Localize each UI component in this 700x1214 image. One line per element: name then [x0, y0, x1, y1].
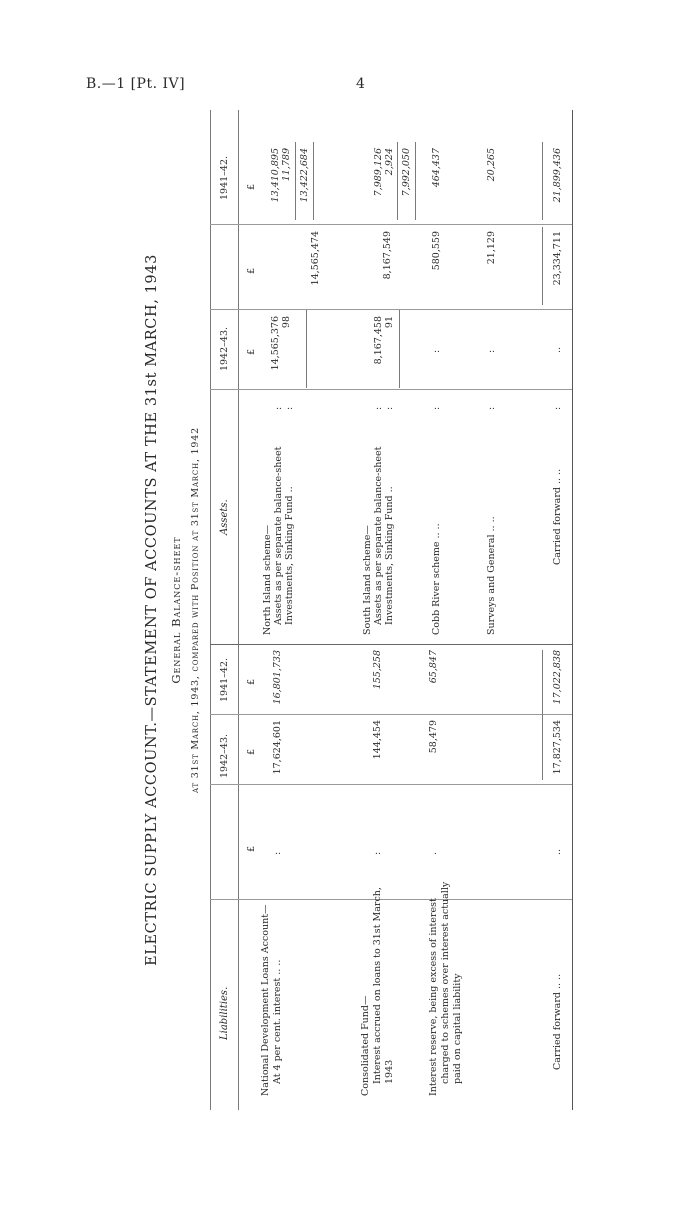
- currency-symbol: £: [246, 267, 257, 274]
- currency-symbol: £: [246, 748, 257, 755]
- liability-line: Interest reserve, being excess of interest: [428, 898, 439, 1096]
- asset-sub-dots: ..: [552, 346, 563, 353]
- liability-total: 17,827,534: [552, 720, 563, 775]
- liability-carried-forward: Carried forward .. ..: [552, 973, 563, 1070]
- asset-line: Cobb River scheme .. ..: [431, 523, 442, 635]
- col-rule: [210, 714, 572, 715]
- liability-amount: 17,624,601: [272, 720, 283, 775]
- total-rule: [542, 650, 543, 780]
- assets-header: Assets.: [219, 499, 230, 535]
- titles: [140, 110, 206, 1110]
- currency-symbol: £: [246, 678, 257, 685]
- asset-dots: :: [273, 406, 284, 410]
- asset-dots: :: [373, 406, 384, 410]
- date-line: at 31st March, 1943, compared with Position at 31st March, 1942: [190, 427, 201, 793]
- rule-bottom: [572, 110, 573, 1110]
- liability-line: paid on capital liability: [452, 973, 463, 1084]
- main-title: ELECTRIC SUPPLY ACCOUNT.—STATEMENT OF ACCOUNTS AT THE 31st MARCH, 1943: [144, 254, 160, 966]
- asset-prior-total: 13,422,684: [299, 148, 310, 203]
- asset-total: 21,129: [486, 231, 497, 265]
- asset-prior-total: 7,992,050: [401, 148, 412, 197]
- sub-rule: [295, 142, 296, 220]
- liability-line: charged to schemes over interest actually: [440, 881, 451, 1084]
- liability-amount: 144,454: [372, 720, 383, 760]
- currency-symbol: £: [246, 845, 257, 852]
- liability-dots: :: [372, 851, 383, 855]
- asset-total: 14,565,474: [310, 231, 321, 286]
- liability-prior-total: 17,022,838: [552, 650, 563, 705]
- sub-rule: [306, 310, 307, 388]
- page-number: 4: [356, 76, 365, 92]
- col-rule: [210, 784, 572, 785]
- sub-rule: [399, 310, 400, 388]
- asset-sub-amount: 98: [281, 316, 292, 329]
- liability-line: Interest accrued on loans to 31st March,: [372, 887, 383, 1084]
- asset-prior-grand-total: 21,899,436: [552, 148, 563, 203]
- liabilities-header: Liabilities.: [219, 986, 230, 1040]
- asset-line: South Island scheme—: [362, 525, 373, 635]
- liabilities-col-1942: 1941–42.: [219, 657, 230, 702]
- asset-prior: 7,989,126: [373, 148, 384, 197]
- asset-line: Investments, Sinking Fund ..: [384, 486, 395, 625]
- assets-col-1943: 1942–43.: [219, 326, 230, 372]
- currency-symbol: £: [246, 348, 257, 355]
- asset-line: North Island scheme—: [262, 524, 273, 635]
- rule-top: [210, 110, 211, 1110]
- asset-sub-amount: 91: [384, 316, 395, 329]
- col-rule-center: [210, 644, 572, 645]
- page-header-reference: B.—1 [Pt. IV]: [86, 76, 186, 92]
- total-rule: [542, 227, 543, 305]
- asset-grand-total: 23,334,711: [552, 231, 563, 286]
- sub-rule: [313, 142, 314, 220]
- asset-dots: :: [486, 406, 497, 410]
- liability-line: National Development Loans Account—: [260, 904, 271, 1096]
- asset-total: 8,167,549: [382, 231, 393, 280]
- asset-line: Assets as per separate balance-sheet: [273, 446, 284, 625]
- asset-sub-dots: :: [431, 349, 442, 353]
- rule-header: [238, 110, 239, 1110]
- asset-prior: 13,410,895: [270, 148, 281, 203]
- liability-line: 1943: [384, 1059, 395, 1084]
- asset-sub-dots: :: [486, 349, 497, 353]
- asset-dots: :: [552, 406, 563, 410]
- asset-prior: 464,437: [431, 148, 442, 188]
- asset-line: Assets as per separate balance-sheet: [373, 446, 384, 625]
- liability-prior: 65,847: [428, 650, 439, 684]
- asset-prior: 20,265: [486, 148, 497, 182]
- liabilities-col-1943: 1942–43.: [219, 733, 230, 778]
- assets-col-1942: 1941–42.: [219, 155, 230, 200]
- sub-rule: [415, 142, 416, 220]
- col-rule: [210, 224, 572, 225]
- liability-line: At 4 per cent. interest .. ..: [272, 959, 283, 1084]
- liability-prior: 16,801,733: [272, 650, 283, 705]
- liability-prior: 155,258: [372, 650, 383, 690]
- asset-prior: 2,924: [384, 148, 395, 176]
- sub-title: General Balance-sheet: [169, 536, 183, 684]
- balance-table: [210, 110, 580, 1110]
- liability-amount: 58,479: [428, 720, 439, 754]
- total-rule: [542, 142, 543, 220]
- asset-dots: :: [384, 406, 395, 410]
- liability-line: Consolidated Fund—: [360, 995, 371, 1096]
- liability-dots: .: [428, 851, 439, 855]
- currency-symbol: £: [246, 183, 257, 190]
- asset-line: Investments, Sinking Fund ..: [284, 486, 295, 625]
- asset-sub-amount: 8,167,458: [373, 316, 384, 365]
- liability-dots: ..: [552, 848, 563, 855]
- col-rule: [210, 899, 572, 900]
- asset-line: Surveys and General .. ..: [486, 516, 497, 635]
- asset-dots: :: [284, 406, 295, 410]
- asset-prior: 11,789: [281, 148, 292, 182]
- balance-sheet: [140, 110, 580, 1110]
- col-rule: [210, 309, 572, 310]
- col-rule: [210, 389, 572, 390]
- asset-carried-forward: Carried forward .. ..: [552, 468, 563, 565]
- asset-dots: :: [431, 406, 442, 410]
- asset-total: 580,559: [431, 231, 442, 271]
- liability-dots: :: [272, 851, 283, 855]
- sub-rule: [397, 142, 398, 220]
- asset-sub-amount: 14,565,376: [270, 316, 281, 371]
